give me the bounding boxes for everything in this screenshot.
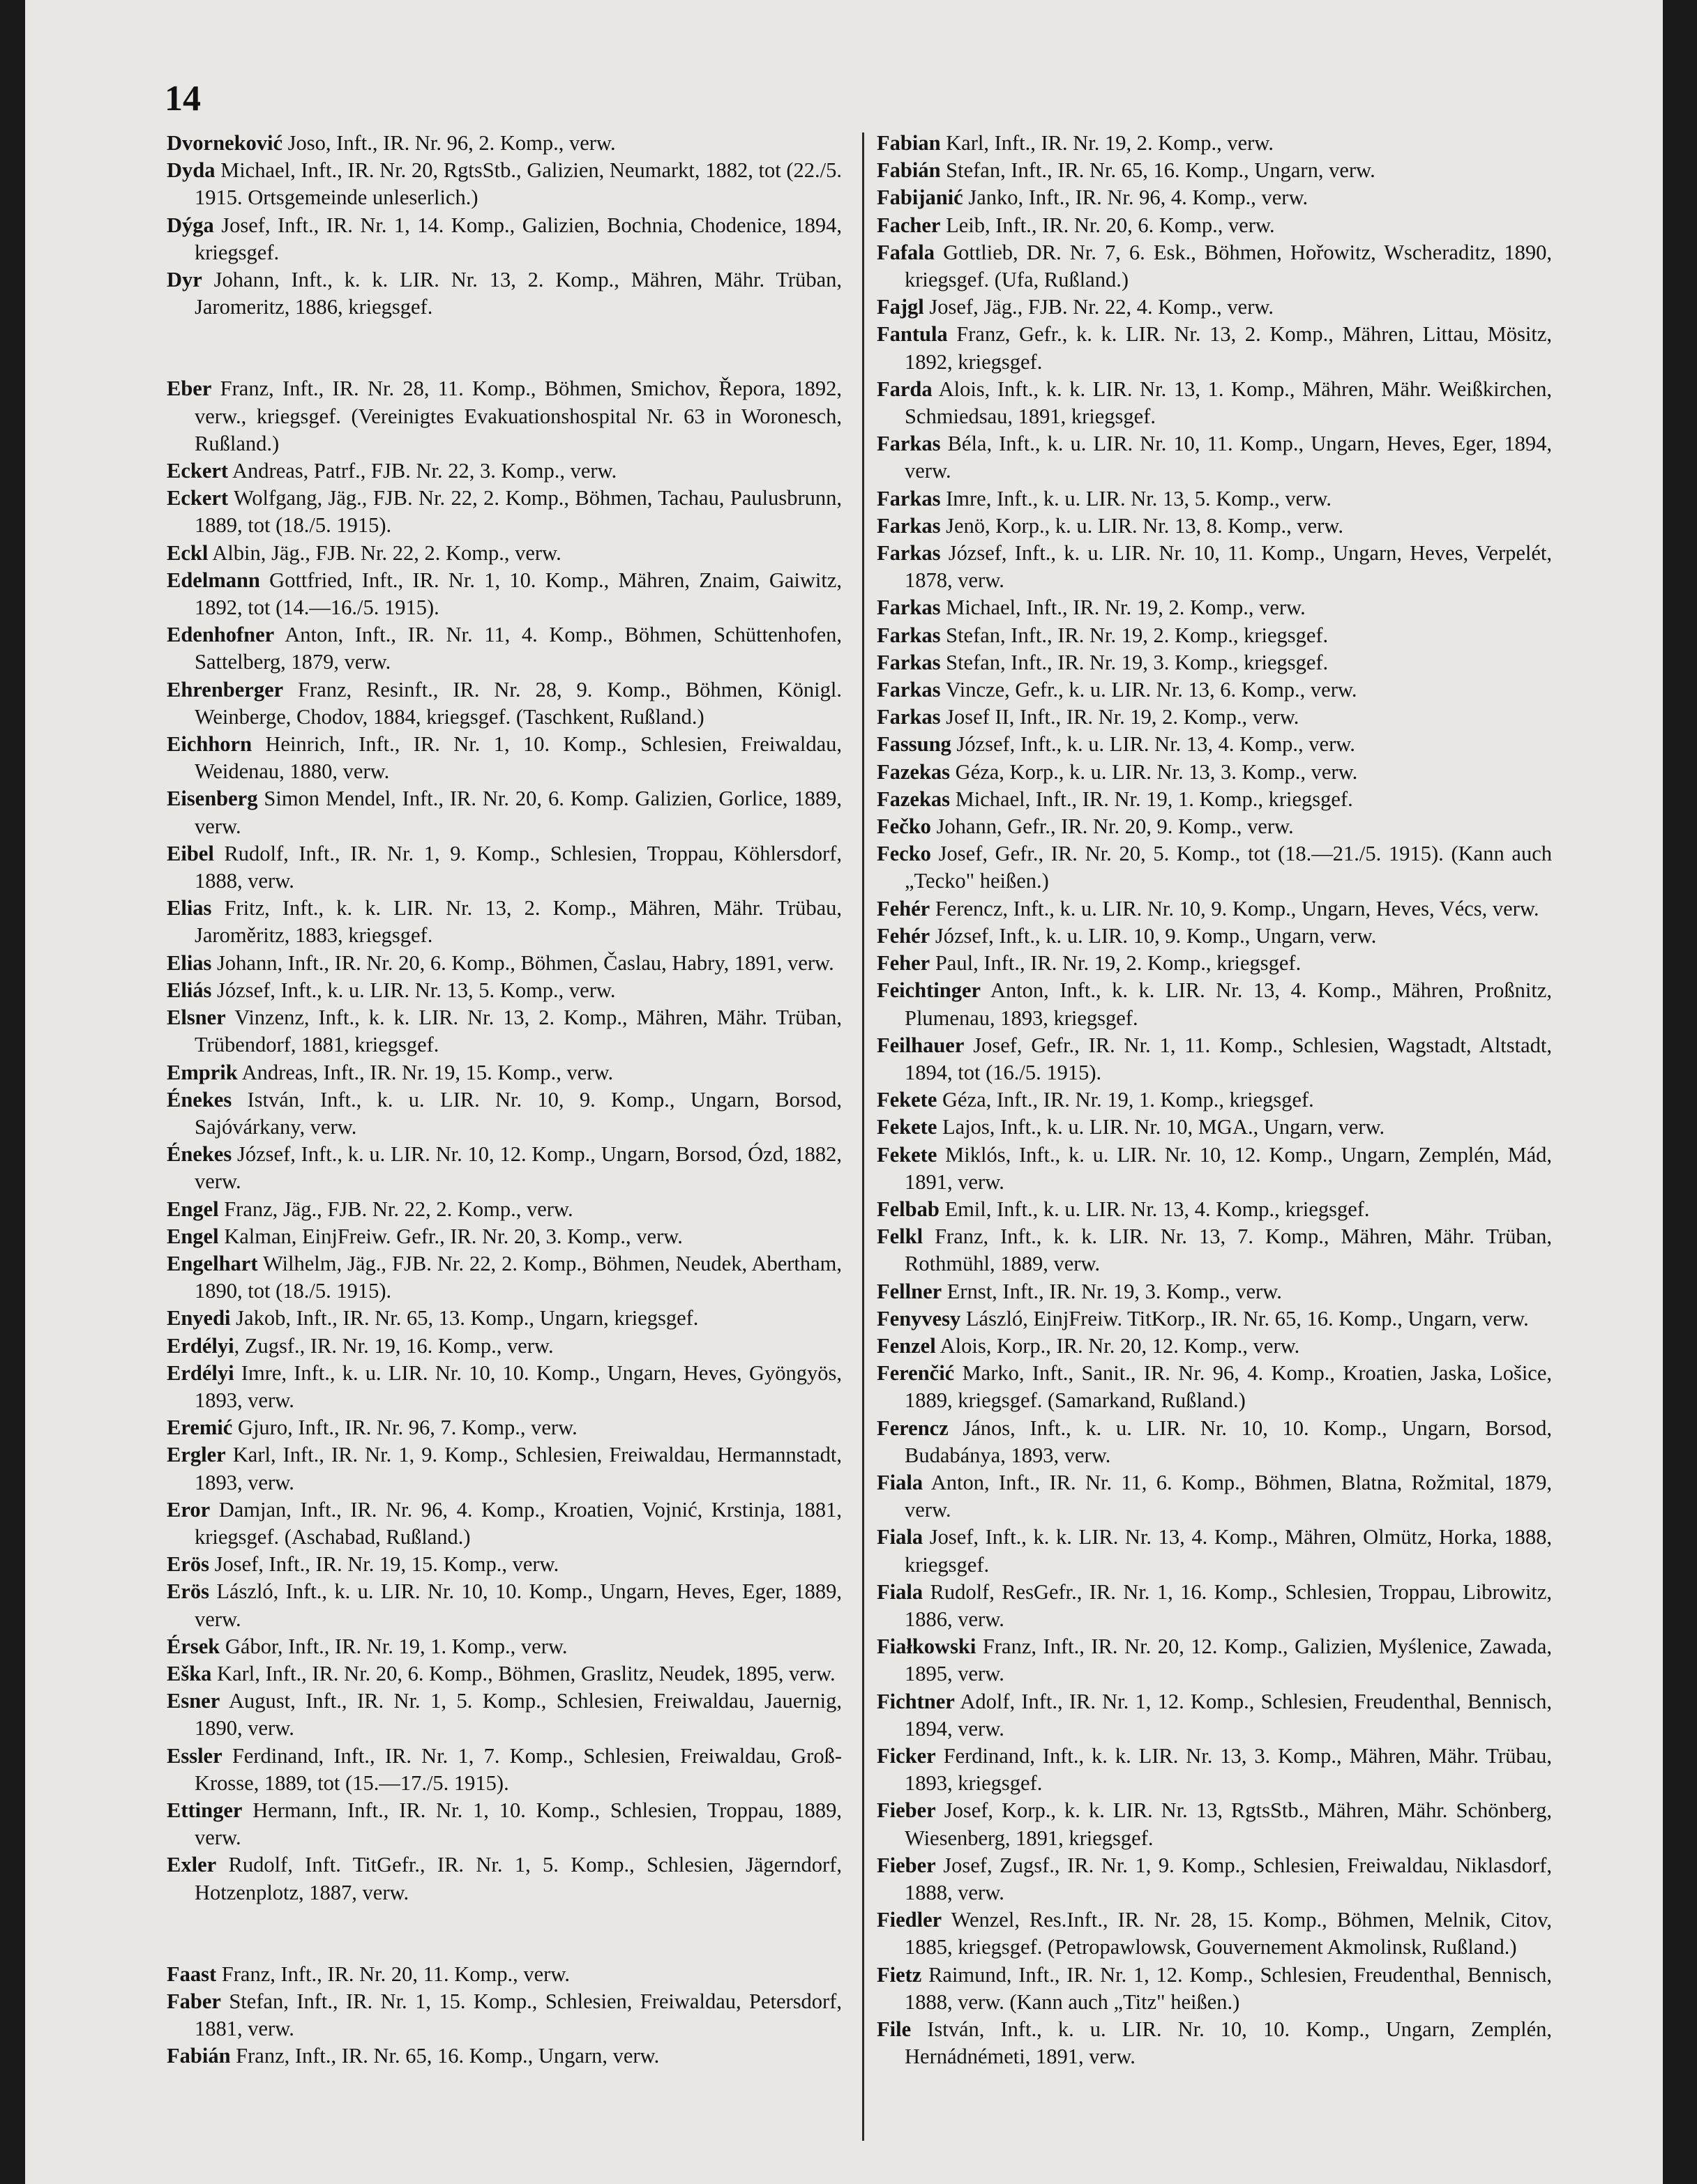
register-entry xyxy=(167,977,842,1004)
register-entry xyxy=(877,485,1552,513)
register-entry xyxy=(167,1660,842,1688)
register-entry xyxy=(877,157,1552,184)
register-entry xyxy=(877,239,1552,294)
register-entry xyxy=(167,1551,842,1578)
entry-details: , Zugsf., IR. Nr. 19, 16. Komp., verw. xyxy=(234,1333,554,1358)
entry-surname: Fabian xyxy=(877,131,941,155)
entry-details: László, EinjFreiw. TitKorp., IR. Nr. 65, 16. Komp., Ungarn, verw. xyxy=(960,1306,1529,1330)
register-entry xyxy=(877,294,1552,321)
entry-details: László, Inft., k. u. LIR. Nr. 10, 10. Komp., Ungarn, Heves, Eger, 1889, verw. xyxy=(195,1579,842,1631)
entry-details: Jenö, Korp., k. u. LIR. Nr. 13, 8. Komp., verw. xyxy=(940,513,1343,538)
register-entry xyxy=(877,1086,1552,1114)
entry-details: Michael, Inft., IR. Nr. 19, 1. Komp., kriegsgef. xyxy=(950,787,1353,811)
entry-details: Franz, Gefr., k. k. LIR. Nr. 13, 2. Komp., Mähren, Littau, Mösitz, 1892, kriegsgef. xyxy=(905,322,1552,374)
entry-surname: Fehér xyxy=(877,923,930,948)
entry-details: Josef, Inft., IR. Nr. 1, 14. Komp., Galizien, Bochnia, Chodenice, 1894, kriegsgef. xyxy=(195,213,842,264)
entry-details: Stefan, Inft., IR. Nr. 1, 15. Komp., Schlesien, Freiwaldau, Petersdorf, 1881, verw. xyxy=(195,1989,842,2041)
entry-surname: Ficker xyxy=(877,1743,936,1768)
register-entry xyxy=(877,376,1552,430)
register-entry xyxy=(167,1414,842,1441)
entry-details: Kalman, EinjFreiw. Gefr., IR. Nr. 20, 3. Komp., verw. xyxy=(218,1224,683,1248)
entry-details: Andreas, Inft., IR. Nr. 19, 15. Komp., verw. xyxy=(237,1060,614,1084)
entry-details: Anton, Inft., IR. Nr. 11, 6. Komp., Böhmen, Blatna, Rožmital, 1879, verw. xyxy=(905,1470,1552,1522)
register-entry xyxy=(167,1196,842,1223)
entry-details: József, Inft., k. u. LIR. Nr. 10, 11. Komp., Ungarn, Heves, Verpelét, 1878, verw. xyxy=(905,541,1552,593)
entry-details: Ernst, Inft., IR. Nr. 19, 3. Komp., verw. xyxy=(942,1279,1282,1303)
register-entry xyxy=(167,375,842,457)
entry-details: Adolf, Inft., IR. Nr. 1, 12. Komp., Schlesien, Freudenthal, Bennisch, 1894, verw. xyxy=(905,1689,1552,1741)
section-gap xyxy=(167,321,842,375)
entry-surname: Fieber xyxy=(877,1798,936,1823)
entry-surname: Feilhauer xyxy=(877,1033,965,1057)
entry-details: Franz, Resinft., IR. Nr. 28, 9. Komp., Böhmen, Königl. Weinberge, Chodov, 1884, kriegsgef. (Taschkent, Rußland.) xyxy=(195,677,842,729)
entry-surname: Fabián xyxy=(877,158,941,183)
entry-details: Joso, Inft., IR. Nr. 96, 2. Komp., verw. xyxy=(282,131,616,155)
entry-surname: Faast xyxy=(167,1962,217,1986)
entry-surname: Emprik xyxy=(167,1060,238,1084)
entry-surname: Eckert xyxy=(167,459,229,483)
entry-surname: Fietz xyxy=(877,1962,922,1987)
entry-details: Josef, Zugsf., IR. Nr. 1, 9. Komp., Schlesien, Freiwaldau, Niklasdorf, 1888, verw. xyxy=(905,1853,1552,1904)
entry-surname: Fiala xyxy=(877,1579,923,1604)
register-entry xyxy=(877,1114,1552,1141)
entry-details: Ferdinand, Inft., k. k. LIR. Nr. 13, 3. Komp., Mähren, Mähr. Trübau, 1893, kriegsgef. xyxy=(905,1743,1552,1796)
register-entry xyxy=(877,923,1552,950)
register-entry xyxy=(877,840,1552,895)
register-entry xyxy=(877,1360,1552,1414)
register-entry xyxy=(877,649,1552,676)
entry-surname: Ettinger xyxy=(167,1798,243,1822)
register-entry xyxy=(167,621,842,676)
entry-details: Wenzel, Res.Inft., IR. Nr. 28, 15. Komp., Böhmen, Melnik, Citov, 1885, kriegsgef. (Petropawlowsk, Gouvernement Akmolinsk, Rußland.) xyxy=(905,1908,1552,1959)
entry-surname: Eber xyxy=(167,377,212,401)
entry-surname: Érsek xyxy=(167,1634,220,1658)
register-entry xyxy=(167,895,842,949)
entry-details: Miklós, Inft., k. u. LIR. Nr. 10, 12. Komp., Ungarn, Zemplén, Mád, 1891, verw. xyxy=(905,1142,1552,1194)
register-entry xyxy=(877,2016,1552,2070)
entry-surname: Eška xyxy=(167,1661,212,1685)
register-entry xyxy=(877,1579,1552,1633)
entry-details: Fritz, Inft., k. k. LIR. Nr. 13, 2. Komp., Mähren, Mähr. Trübau, Jaroměritz, 1883, kriegsgef. xyxy=(195,896,842,948)
entry-details: Jakob, Inft., IR. Nr. 65, 13. Komp., Ungarn, kriegsgef. xyxy=(230,1306,699,1330)
entry-surname: Enyedi xyxy=(167,1306,231,1330)
entry-details: Béla, Inft., k. u. LIR. Nr. 10, 11. Komp., Ungarn, Heves, Eger, 1894, verw. xyxy=(905,432,1552,483)
register-entry xyxy=(877,430,1552,485)
entry-details: Stefan, Inft., IR. Nr. 65, 16. Komp., Ungarn, verw. xyxy=(940,158,1375,183)
entry-surname: Farkas xyxy=(877,513,941,538)
entry-details: Josef, Inft., IR. Nr. 19, 15. Komp., verw. xyxy=(209,1552,559,1577)
entry-details: Vincze, Gefr., k. u. LIR. Nr. 13, 6. Komp., verw. xyxy=(940,678,1357,702)
entry-details: Alois, Korp., IR. Nr. 20, 12. Komp., verw. xyxy=(935,1333,1300,1358)
register-entry xyxy=(877,1196,1552,1223)
entry-surname: Fekete xyxy=(877,1142,937,1167)
entry-details: Simon Mendel, Inft., IR. Nr. 20, 6. Komp. Galizien, Gorlice, 1889, verw. xyxy=(195,787,842,838)
entry-details: Gábor, Inft., IR. Nr. 19, 1. Komp., verw. xyxy=(220,1634,568,1658)
entry-details: Franz, Inft., k. k. LIR. Nr. 13, 7. Komp., Mähren, Mähr. Trüban, Rothmühl, 1889, verw. xyxy=(905,1224,1552,1276)
register-entry xyxy=(167,457,842,485)
entry-surname: Esner xyxy=(167,1689,220,1713)
register-entry xyxy=(877,731,1552,758)
entry-details: Emil, Inft., k. u. LIR. Nr. 13, 4. Komp., kriegsgef. xyxy=(939,1197,1370,1221)
entry-surname: Eremić xyxy=(167,1416,233,1440)
register-entry xyxy=(877,1142,1552,1196)
page-sheet xyxy=(25,0,1663,2184)
entry-surname: Dvorneković xyxy=(167,131,283,155)
register-entry xyxy=(167,1305,842,1332)
entry-details: Imre, Inft., k. u. LIR. Nr. 10, 10. Komp., Ungarn, Heves, Gyöngyös, 1893, verw. xyxy=(195,1360,842,1412)
register-entry xyxy=(167,1743,842,1797)
register-entry xyxy=(877,1469,1552,1524)
entry-surname: Felbab xyxy=(877,1197,940,1221)
entry-surname: Fekete xyxy=(877,1088,937,1112)
entry-details: Géza, Korp., k. u. LIR. Nr. 13, 3. Komp., verw. xyxy=(950,759,1358,784)
entry-surname: Farkas xyxy=(877,678,941,702)
entry-details: Hermann, Inft., IR. Nr. 1, 10. Komp., Schlesien, Troppau, 1889, verw. xyxy=(195,1798,842,1850)
register-entry xyxy=(167,266,842,321)
register-entry xyxy=(167,1333,842,1360)
register-entry xyxy=(167,157,842,211)
column-divider xyxy=(862,132,864,2141)
entry-details: Raimund, Inft., IR. Nr. 1, 12. Komp., Schlesien, Freudenthal, Bennisch, 1888, verw. (Kann auch „Titz" heißen.) xyxy=(905,1962,1552,2014)
entry-details: Stefan, Inft., IR. Nr. 19, 2. Komp., kriegsgef. xyxy=(940,623,1329,647)
register-entry xyxy=(877,1032,1552,1086)
register-entry xyxy=(877,895,1552,923)
register-entry xyxy=(167,1086,842,1141)
register-entry xyxy=(877,540,1552,594)
register-entry xyxy=(877,1633,1552,1688)
register-entry xyxy=(167,840,842,895)
entry-details: Franz, Inft., IR. Nr. 20, 11. Komp., verw. xyxy=(216,1962,571,1986)
entry-surname: Fazekas xyxy=(877,787,951,811)
entry-details: Damjan, Inft., IR. Nr. 96, 4. Komp., Kroatien, Vojnić, Krstinja, 1881, kriegsgef. (Aschabad, Rußland.) xyxy=(195,1497,842,1549)
entry-surname: Fabijanić xyxy=(877,185,963,210)
entry-details: Vinzenz, Inft., k. k. LIR. Nr. 13, 2. Komp., Mähren, Mähr. Trüban, Trübendorf, 1881, kriegsgef. xyxy=(195,1006,842,1057)
entry-details: Rudolf, Inft., IR. Nr. 1, 9. Komp., Schlesien, Troppau, Köhlersdorf, 1888, verw. xyxy=(195,841,842,893)
register-entry xyxy=(167,212,842,266)
entry-surname: Fiala xyxy=(877,1470,923,1494)
entry-surname: Dyr xyxy=(167,268,202,292)
register-entry xyxy=(167,1059,842,1086)
entry-details: Gottfried, Inft., IR. Nr. 1, 10. Komp., Mähren, Znaim, Gaiwitz, 1892, tot (14.—16./5. 1915). xyxy=(195,568,842,620)
entry-surname: Farkas xyxy=(877,650,941,674)
entry-surname: Fiałkowski xyxy=(877,1635,976,1659)
entry-surname: Engel xyxy=(167,1197,219,1221)
entry-details: Marko, Inft., Sanit., IR. Nr. 96, 4. Komp., Kroatien, Jaska, Lošice, 1889, kriegsgef. (Samarkand, Rußland.) xyxy=(905,1361,1552,1413)
register-entry xyxy=(877,212,1552,239)
entry-details: Janko, Inft., IR. Nr. 96, 4. Komp., verw. xyxy=(963,185,1308,210)
register-entry xyxy=(167,1961,842,1988)
section-gap xyxy=(167,1906,842,1961)
entry-surname: Felkl xyxy=(877,1224,923,1249)
entry-surname: Farkas xyxy=(877,432,941,456)
entry-details: Rudolf, ResGefr., IR. Nr. 1, 16. Komp., Schlesien, Troppau, Librowitz, 1886, verw. xyxy=(905,1579,1552,1631)
entry-details: Gottlieb, DR. Nr. 7, 6. Esk., Böhmen, Hořowitz, Wscheraditz, 1890, kriegsgef. (Ufa, Rußland.) xyxy=(905,240,1552,292)
register-entry xyxy=(167,731,842,785)
entry-surname: Eibel xyxy=(167,841,214,865)
register-entry xyxy=(877,1305,1552,1333)
entry-surname: Elsner xyxy=(167,1006,226,1030)
register-entry xyxy=(167,1004,842,1059)
register-entry xyxy=(877,786,1552,813)
entry-details: Johann, Gefr., IR. Nr. 20, 9. Komp., verw. xyxy=(930,814,1294,839)
register-entry xyxy=(167,2042,842,2070)
register-entry xyxy=(167,540,842,567)
entry-details: Stefan, Inft., IR. Nr. 19, 3. Komp., kriegsgef. xyxy=(940,650,1329,674)
register-entry xyxy=(877,184,1552,211)
entry-details: Josef II, Inft., IR. Nr. 19, 2. Komp., verw. xyxy=(940,705,1299,729)
entry-details: János, Inft., k. u. LIR. Nr. 10, 10. Komp., Ungarn, Borsod, Budabánya, 1893, verw. xyxy=(905,1416,1552,1467)
entry-details: Heinrich, Inft., IR. Nr. 1, 10. Komp., Schlesien, Freiwaldau, Weidenau, 1880, verw. xyxy=(195,732,842,784)
register-entry xyxy=(167,1496,842,1551)
entry-surname: Fassung xyxy=(877,732,951,757)
entry-surname: Faber xyxy=(167,1989,221,2013)
entry-details: Paul, Inft., IR. Nr. 19, 2. Komp., kriegsgef. xyxy=(930,951,1302,976)
entry-surname: Fečko xyxy=(877,814,931,839)
entry-surname: Dyda xyxy=(167,158,216,183)
entry-details: Albin, Jäg., FJB. Nr. 22, 2. Komp., verw. xyxy=(208,540,561,565)
register-entry xyxy=(877,704,1552,731)
entry-details: István, Inft., k. u. LIR. Nr. 10, 9. Komp., Ungarn, Borsod, Sajóvárkany, verw. xyxy=(195,1087,842,1139)
register-entry xyxy=(877,950,1552,977)
register-entry xyxy=(877,977,1552,1031)
right-column xyxy=(877,130,1552,2070)
register-entry xyxy=(877,1278,1552,1305)
entry-surname: Fekete xyxy=(877,1115,937,1139)
entry-details: Rudolf, Inft. TitGefr., IR. Nr. 1, 5. Komp., Schlesien, Jägerndorf, Hotzenplotz, 1887, verw. xyxy=(195,1853,842,1904)
entry-details: József, Inft., k. u. LIR. 10, 9. Komp., Ungarn, verw. xyxy=(930,923,1377,948)
register-entry xyxy=(877,1688,1552,1743)
register-entry xyxy=(877,813,1552,840)
register-entry xyxy=(877,1852,1552,1906)
entry-details: Imre, Inft., k. u. LIR. Nr. 13, 5. Komp., verw. xyxy=(940,486,1332,510)
entry-details: Franz, Jäg., FJB. Nr. 22, 2. Komp., verw. xyxy=(218,1197,573,1221)
entry-surname: Erdélyi xyxy=(167,1333,234,1358)
register-entry xyxy=(877,594,1552,621)
entry-surname: Edelmann xyxy=(167,568,260,592)
entry-surname: Farda xyxy=(877,377,933,401)
register-entry xyxy=(877,676,1552,704)
register-entry xyxy=(167,1851,842,1906)
entry-surname: Fehér xyxy=(877,896,930,920)
entry-surname: Fazekas xyxy=(877,759,951,784)
entry-surname: Eliás xyxy=(167,978,212,1002)
entry-details: Franz, Inft., IR. Nr. 28, 11. Komp., Böhmen, Smichov, Řepora, 1892, verw., kriegsgef. (Vereinigtes Evakuationshospital Nr. 63 in Woronesch, Rußland.) xyxy=(195,377,842,455)
entry-surname: Fenzel xyxy=(877,1333,936,1358)
entry-surname: Eckert xyxy=(167,486,229,510)
entry-details: Anton, Inft., IR. Nr. 11, 4. Komp., Böhmen, Schüttenhofen, Sattelberg, 1879, verw. xyxy=(195,623,842,674)
entry-surname: Fajgl xyxy=(877,295,924,319)
entry-surname: Engelhart xyxy=(167,1251,258,1275)
entry-surname: Fafala xyxy=(877,240,935,264)
entry-surname: Fichtner xyxy=(877,1689,955,1713)
entry-surname: Erös xyxy=(167,1579,209,1604)
register-entry xyxy=(877,513,1552,540)
entry-details: Andreas, Patrf., FJB. Nr. 22, 3. Komp., verw. xyxy=(228,459,617,483)
entry-details: Johann, Inft., IR. Nr. 20, 6. Komp., Böhmen, Časlau, Habry, 1891, verw. xyxy=(211,950,834,975)
register-entry xyxy=(167,1988,842,2042)
register-entry xyxy=(877,1962,1552,2016)
register-entry xyxy=(167,130,842,157)
entry-surname: Fabián xyxy=(167,2044,231,2068)
register-entry xyxy=(877,759,1552,786)
register-entry xyxy=(167,950,842,977)
entry-details: Josef, Inft., k. k. LIR. Nr. 13, 4. Komp., Mähren, Olmütz, Horka, 1888, kriegsgef. xyxy=(905,1525,1552,1577)
entry-details: Karl, Inft., IR. Nr. 1, 9. Komp., Schlesien, Freiwaldau, Hermannstadt, 1893, verw. xyxy=(195,1443,842,1494)
entry-details: Franz, Inft., IR. Nr. 20, 12. Komp., Galizien, Myślenice, Zawada, 1895, verw. xyxy=(905,1635,1552,1686)
entry-details: Michael, Inft., IR. Nr. 19, 2. Komp., verw. xyxy=(940,596,1306,620)
entry-surname: Ferencz xyxy=(877,1416,949,1440)
entry-surname: Eror xyxy=(167,1497,211,1522)
entry-details: Wilhelm, Jäg., FJB. Nr. 22, 2. Komp., Böhmen, Neudek, Abertham, 1890, tot (18./5. 1915). xyxy=(195,1251,842,1303)
register-entry xyxy=(877,1797,1552,1851)
entry-details: Gjuro, Inft., IR. Nr. 96, 7. Komp., verw. xyxy=(232,1416,578,1440)
register-entry xyxy=(167,785,842,840)
register-entry xyxy=(167,1441,842,1496)
entry-details: Anton, Inft., k. k. LIR. Nr. 13, 4. Komp., Mähren, Proßnitz, Plumenau, 1893, kriegsgef. xyxy=(905,978,1552,1030)
entry-surname: Facher xyxy=(877,213,941,237)
entry-details: Josef, Korp., k. k. LIR. Nr. 13, RgtsStb., Mähren, Mähr. Schönberg, Wiesenberg, 1891, kriegsgef. xyxy=(905,1798,1552,1850)
entry-surname: Ehrenberger xyxy=(167,677,284,702)
entry-details: Géza, Inft., IR. Nr. 19, 1. Komp., kriegsgef. xyxy=(937,1088,1314,1112)
entry-surname: Fantula xyxy=(877,322,948,347)
register-entry xyxy=(167,567,842,621)
entry-details: Alois, Inft., k. k. LIR. Nr. 13, 1. Komp., Mähren, Mähr. Weißkirchen, Schmiedsau, 1891, kriegsgef. xyxy=(905,377,1552,429)
register-entry xyxy=(167,1578,842,1632)
register-entry xyxy=(877,1906,1552,1961)
entry-surname: Eichhorn xyxy=(167,732,252,757)
entry-surname: Fellner xyxy=(877,1279,942,1303)
register-entry xyxy=(877,130,1552,157)
entry-surname: Farkas xyxy=(877,596,941,620)
entry-details: József, Inft., k. u. LIR. Nr. 13, 4. Komp., verw. xyxy=(951,732,1355,757)
register-entry xyxy=(167,1141,842,1195)
entry-details: Lajos, Inft., k. u. LIR. Nr. 10, MGA., Ungarn, verw. xyxy=(937,1115,1385,1139)
entry-surname: Eckl xyxy=(167,540,209,565)
entry-details: Leib, Inft., IR. Nr. 20, 6. Komp., verw. xyxy=(940,213,1275,237)
register-entry xyxy=(877,1333,1552,1360)
register-entry xyxy=(877,321,1552,375)
entry-surname: Eisenberg xyxy=(167,787,258,811)
register-entry xyxy=(877,1743,1552,1797)
entry-surname: Farkas xyxy=(877,623,941,647)
entry-surname: Fenyvesy xyxy=(877,1306,961,1330)
entry-surname: Exler xyxy=(167,1853,217,1877)
entry-surname: File xyxy=(877,2017,912,2042)
register-entry xyxy=(167,1250,842,1305)
register-entry xyxy=(167,1633,842,1660)
register-entry xyxy=(167,1360,842,1414)
entry-surname: Erös xyxy=(167,1552,209,1577)
entry-details: Karl, Inft., IR. Nr. 19, 2. Komp., verw. xyxy=(940,131,1274,155)
entry-surname: Farkas xyxy=(877,541,941,566)
entry-surname: Énekes xyxy=(167,1087,232,1112)
entry-surname: Fiedler xyxy=(877,1908,942,1932)
entry-details: Josef, Gefr., IR. Nr. 1, 11. Komp., Schlesien, Wagstadt, Altstadt, 1894, tot (16./5. 1915). xyxy=(905,1033,1552,1084)
entry-surname: Essler xyxy=(167,1743,223,1768)
entry-surname: Fiala xyxy=(877,1525,923,1549)
entry-surname: Énekes xyxy=(167,1142,232,1167)
entry-details: Ferencz, Inft., k. u. LIR. Nr. 10, 9. Komp., Ungarn, Heves, Vécs, verw. xyxy=(930,896,1539,920)
entry-details: István, Inft., k. u. LIR. Nr. 10, 10. Komp., Ungarn, Zemplén, Hernádnémeti, 1891, verw. xyxy=(905,2017,1552,2069)
register-entry xyxy=(167,1797,842,1851)
left-column xyxy=(167,130,842,2070)
entry-surname: Farkas xyxy=(877,705,941,729)
register-entry xyxy=(877,1524,1552,1578)
entry-surname: Elias xyxy=(167,950,212,975)
entry-surname: Feher xyxy=(877,951,930,976)
register-entry xyxy=(877,1415,1552,1469)
entry-surname: Fecko xyxy=(877,842,931,866)
register-entry xyxy=(167,485,842,539)
entry-surname: Ferenčić xyxy=(877,1361,955,1386)
entry-surname: Farkas xyxy=(877,486,941,510)
register-entry xyxy=(877,1223,1552,1277)
entry-details: Josef, Gefr., IR. Nr. 20, 5. Komp., tot (18.—21./5. 1915). (Kann auch „Tecko" heißen.) xyxy=(905,842,1552,893)
entry-details: Josef, Jäg., FJB. Nr. 22, 4. Komp., verw. xyxy=(923,295,1274,319)
entry-surname: Feichtinger xyxy=(877,978,981,1003)
entry-surname: Erdélyi xyxy=(167,1360,234,1385)
register-entry xyxy=(877,622,1552,649)
entry-details: Johann, Inft., k. k. LIR. Nr. 13, 2. Komp., Mähren, Mähr. Trüban, Jaromeritz, 1886, kriegsgef. xyxy=(195,268,842,319)
entry-details: József, Inft., k. u. LIR. Nr. 13, 5. Komp., verw. xyxy=(211,978,616,1002)
register-entry xyxy=(167,676,842,731)
entry-details: Michael, Inft., IR. Nr. 20, RgtsStb., Galizien, Neumarkt, 1882, tot (22./5. 1915. Ortsgemeinde unleserlich.) xyxy=(195,158,842,210)
register-entry xyxy=(167,1223,842,1250)
entry-surname: Ergler xyxy=(167,1443,226,1467)
entry-details: Wolfgang, Jäg., FJB. Nr. 22, 2. Komp., Böhmen, Tachau, Paulusbrunn, 1889, tot (18./5. 1915). xyxy=(195,486,842,538)
entry-details: Franz, Inft., IR. Nr. 65, 16. Komp., Ungarn, verw. xyxy=(230,2044,660,2068)
entry-surname: Engel xyxy=(167,1224,219,1248)
entry-surname: Elias xyxy=(167,896,212,920)
entry-details: August, Inft., IR. Nr. 1, 5. Komp., Schlesien, Freiwaldau, Jauernig, 1890, verw. xyxy=(195,1689,842,1741)
register-entry xyxy=(167,1688,842,1742)
entry-details: Ferdinand, Inft., IR. Nr. 1, 7. Komp., Schlesien, Freiwaldau, Groß-Krosse, 1889, tot (15.—17./5. 1915). xyxy=(195,1743,842,1795)
entry-details: Karl, Inft., IR. Nr. 20, 6. Komp., Böhmen, Graslitz, Neudek, 1895, verw. xyxy=(211,1661,836,1685)
entry-surname: Edenhofner xyxy=(167,623,275,647)
entry-surname: Dýga xyxy=(167,213,214,237)
entry-surname: Fieber xyxy=(877,1853,936,1877)
page-number: 14 xyxy=(165,79,201,119)
entry-details: József, Inft., k. u. LIR. Nr. 10, 12. Komp., Ungarn, Borsod, Ózd, 1882, verw. xyxy=(195,1142,842,1194)
